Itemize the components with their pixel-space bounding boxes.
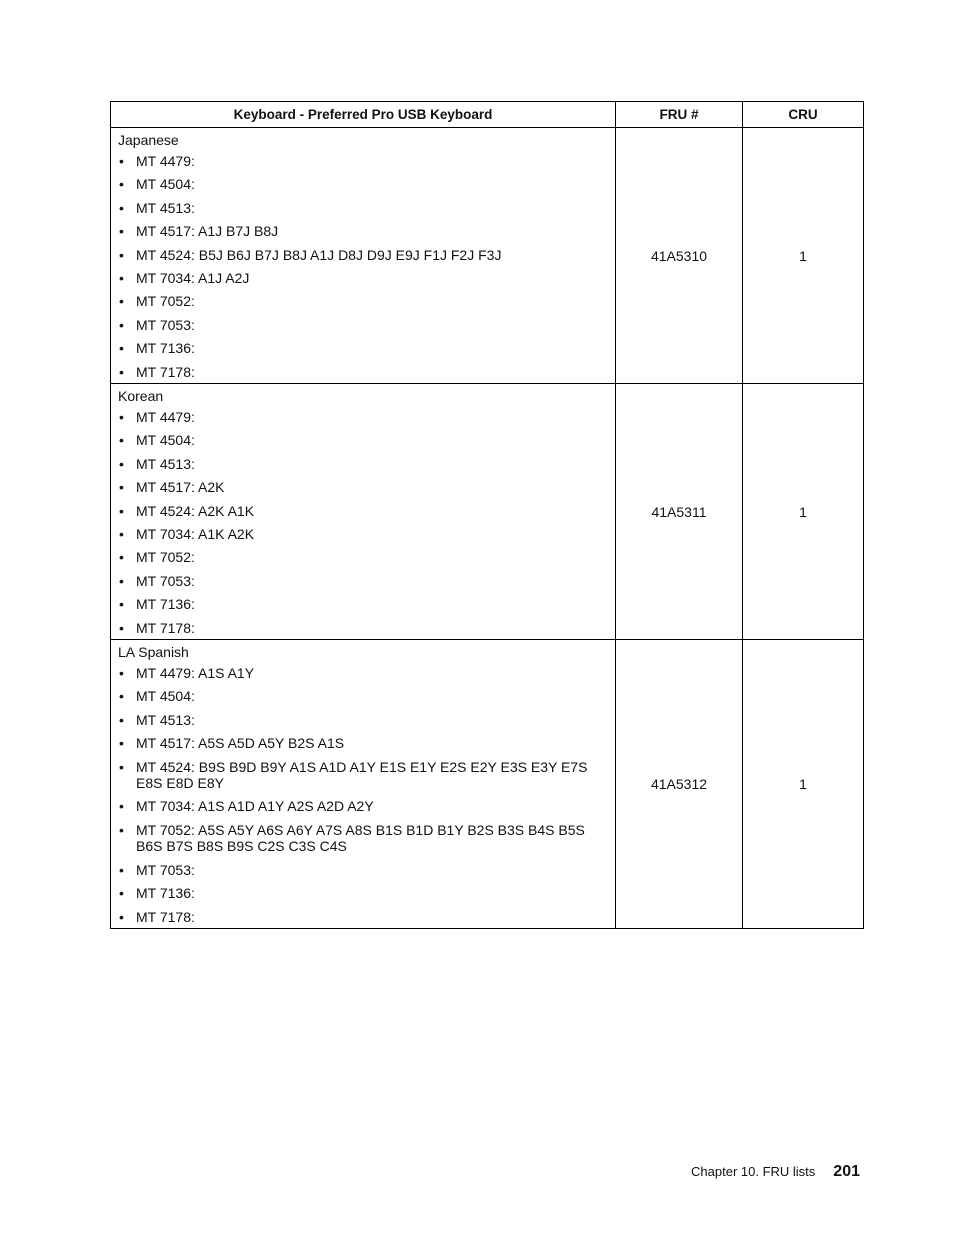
list-item bbox=[118, 735, 607, 752]
list-item-text: MT 4504: bbox=[136, 432, 195, 449]
list-item-text: MT 7178: bbox=[136, 619, 195, 636]
list-item-text: MT 4513: bbox=[136, 199, 195, 216]
list-item-text: MT 4504: bbox=[136, 688, 195, 705]
list-item-text: MT 7136: bbox=[136, 340, 195, 357]
list-item bbox=[118, 364, 607, 381]
list-item-text: MT 4517: A2K bbox=[136, 479, 225, 496]
list-item-text: MT 4524: A2K A1K bbox=[136, 502, 255, 519]
list-item bbox=[118, 620, 607, 637]
list-item-text: MT 7136: bbox=[136, 596, 195, 613]
bullet-icon: • bbox=[119, 293, 124, 310]
bullet-icon: • bbox=[119, 409, 124, 426]
table-header-row bbox=[111, 102, 864, 128]
bullet-icon: • bbox=[119, 711, 124, 728]
bullet-icon: • bbox=[119, 821, 124, 838]
bullet-icon: • bbox=[119, 269, 124, 286]
cru-cell: 1 bbox=[743, 128, 864, 384]
table-row bbox=[111, 640, 864, 929]
list-item bbox=[118, 885, 607, 902]
list-item-text: MT 4517: A1J B7J B8J bbox=[136, 223, 279, 240]
list-item bbox=[118, 270, 607, 287]
list-item-text: MT 7034: A1S A1D A1Y A2S A2D A2Y bbox=[136, 798, 374, 815]
list-item bbox=[118, 712, 607, 729]
description-cell bbox=[111, 384, 616, 640]
page-number: 201 bbox=[833, 1163, 860, 1180]
chapter-title: Chapter 10. FRU lists bbox=[691, 1164, 816, 1179]
list-item-text: MT 4479: A1S A1Y bbox=[136, 665, 255, 682]
fru-cell: 41A5312 bbox=[616, 640, 743, 929]
list-item-text: MT 4479: bbox=[136, 153, 195, 169]
language-name: Korean bbox=[118, 388, 164, 405]
bullet-icon: • bbox=[119, 223, 124, 240]
list-item bbox=[118, 479, 607, 496]
list-item bbox=[118, 573, 607, 590]
list-item bbox=[118, 340, 607, 357]
header-description: Keyboard - Preferred Pro USB Keyboard bbox=[111, 102, 616, 128]
list-item bbox=[118, 798, 607, 815]
list-item bbox=[118, 317, 607, 334]
bullet-icon: • bbox=[119, 363, 124, 380]
bullet-icon: • bbox=[119, 861, 124, 878]
list-item-text: MT 4479: bbox=[136, 409, 195, 426]
list-item-text: MT 7136: bbox=[136, 885, 195, 902]
list-item bbox=[118, 862, 607, 879]
bullet-icon: • bbox=[119, 735, 124, 752]
list-item bbox=[118, 409, 607, 426]
bullet-icon: • bbox=[119, 479, 124, 496]
bullet-icon: • bbox=[119, 246, 124, 263]
machine-type-list bbox=[118, 665, 607, 925]
list-item bbox=[118, 432, 607, 449]
bullet-icon: • bbox=[119, 340, 124, 357]
list-item-text: MT 7034: A1J A2J bbox=[136, 269, 250, 286]
list-item-text: MT 7178: bbox=[136, 908, 195, 925]
list-item bbox=[118, 909, 607, 926]
bullet-icon: • bbox=[119, 455, 124, 472]
list-item bbox=[118, 456, 607, 473]
machine-type-list bbox=[118, 153, 607, 380]
bullet-icon: • bbox=[119, 525, 124, 542]
list-item bbox=[118, 247, 607, 264]
list-item bbox=[118, 526, 607, 543]
bullet-icon: • bbox=[119, 885, 124, 902]
list-item-text: MT 4513: bbox=[136, 711, 195, 728]
cru-cell: 1 bbox=[743, 640, 864, 929]
bullet-icon: • bbox=[119, 549, 124, 566]
list-item bbox=[118, 200, 607, 217]
fru-cell: 41A5311 bbox=[616, 384, 743, 640]
list-item bbox=[118, 503, 607, 520]
bullet-icon: • bbox=[119, 199, 124, 216]
language-name: Japanese bbox=[118, 132, 179, 148]
list-item-text: MT 4517: A5S A5D A5Y B2S A1S bbox=[136, 735, 345, 752]
bullet-icon: • bbox=[119, 908, 124, 925]
list-item bbox=[118, 822, 607, 855]
list-item bbox=[118, 688, 607, 705]
cru-cell: 1 bbox=[743, 384, 864, 640]
list-item bbox=[118, 293, 607, 310]
fru-cell: 41A5310 bbox=[616, 128, 743, 384]
list-item-text: MT 4513: bbox=[136, 455, 195, 472]
list-item bbox=[118, 596, 607, 613]
bullet-icon: • bbox=[119, 316, 124, 333]
description-cell bbox=[111, 128, 616, 384]
table-row bbox=[111, 128, 864, 384]
list-item-text: MT 7052: bbox=[136, 549, 195, 566]
bullet-icon: • bbox=[119, 596, 124, 613]
list-item bbox=[118, 549, 607, 566]
bullet-icon: • bbox=[119, 432, 124, 449]
list-item bbox=[118, 759, 607, 792]
list-item bbox=[118, 176, 607, 193]
description-cell bbox=[111, 640, 616, 929]
list-item-text: MT 7034: A1K A2K bbox=[136, 525, 255, 542]
table-row bbox=[111, 384, 864, 640]
bullet-icon: • bbox=[119, 798, 124, 815]
header-cru: CRU bbox=[743, 102, 864, 128]
bullet-icon: • bbox=[119, 758, 124, 775]
list-item bbox=[118, 153, 607, 170]
list-item-text: MT 7053: bbox=[136, 316, 195, 333]
page-footer bbox=[691, 1163, 860, 1181]
list-item-text: MT 7053: bbox=[136, 861, 195, 878]
language-name: LA Spanish bbox=[118, 644, 189, 661]
list-item bbox=[118, 223, 607, 240]
machine-type-list bbox=[118, 409, 607, 636]
list-item-text: MT 7052: bbox=[136, 293, 195, 310]
list-item-text: MT 4504: bbox=[136, 176, 195, 193]
bullet-icon: • bbox=[119, 153, 124, 169]
bullet-icon: • bbox=[119, 619, 124, 636]
list-item-text: MT 7053: bbox=[136, 572, 195, 589]
bullet-icon: • bbox=[119, 176, 124, 193]
bullet-icon: • bbox=[119, 502, 124, 519]
list-item-text: MT 4524: B5J B6J B7J B8J A1J D8J D9J E9J F1J F2J F3J bbox=[136, 246, 502, 263]
list-item-text: MT 7178: bbox=[136, 363, 195, 380]
list-item-text: MT 4524: B9S B9D B9Y A1S A1D A1Y E1S E1Y E2S E2Y E3S E3Y E7S E8S E8D E8Y bbox=[136, 758, 588, 792]
bullet-icon: • bbox=[119, 572, 124, 589]
list-item bbox=[118, 665, 607, 682]
bullet-icon: • bbox=[119, 665, 124, 682]
fru-table bbox=[110, 101, 864, 929]
header-fru: FRU # bbox=[616, 102, 743, 128]
list-item-text: MT 7052: A5S A5Y A6S A6Y A7S A8S B1S B1D B1Y B2S B3S B4S B5S B6S B7S B8S B9S C2S C3S C4S bbox=[136, 821, 585, 855]
bullet-icon: • bbox=[119, 688, 124, 705]
